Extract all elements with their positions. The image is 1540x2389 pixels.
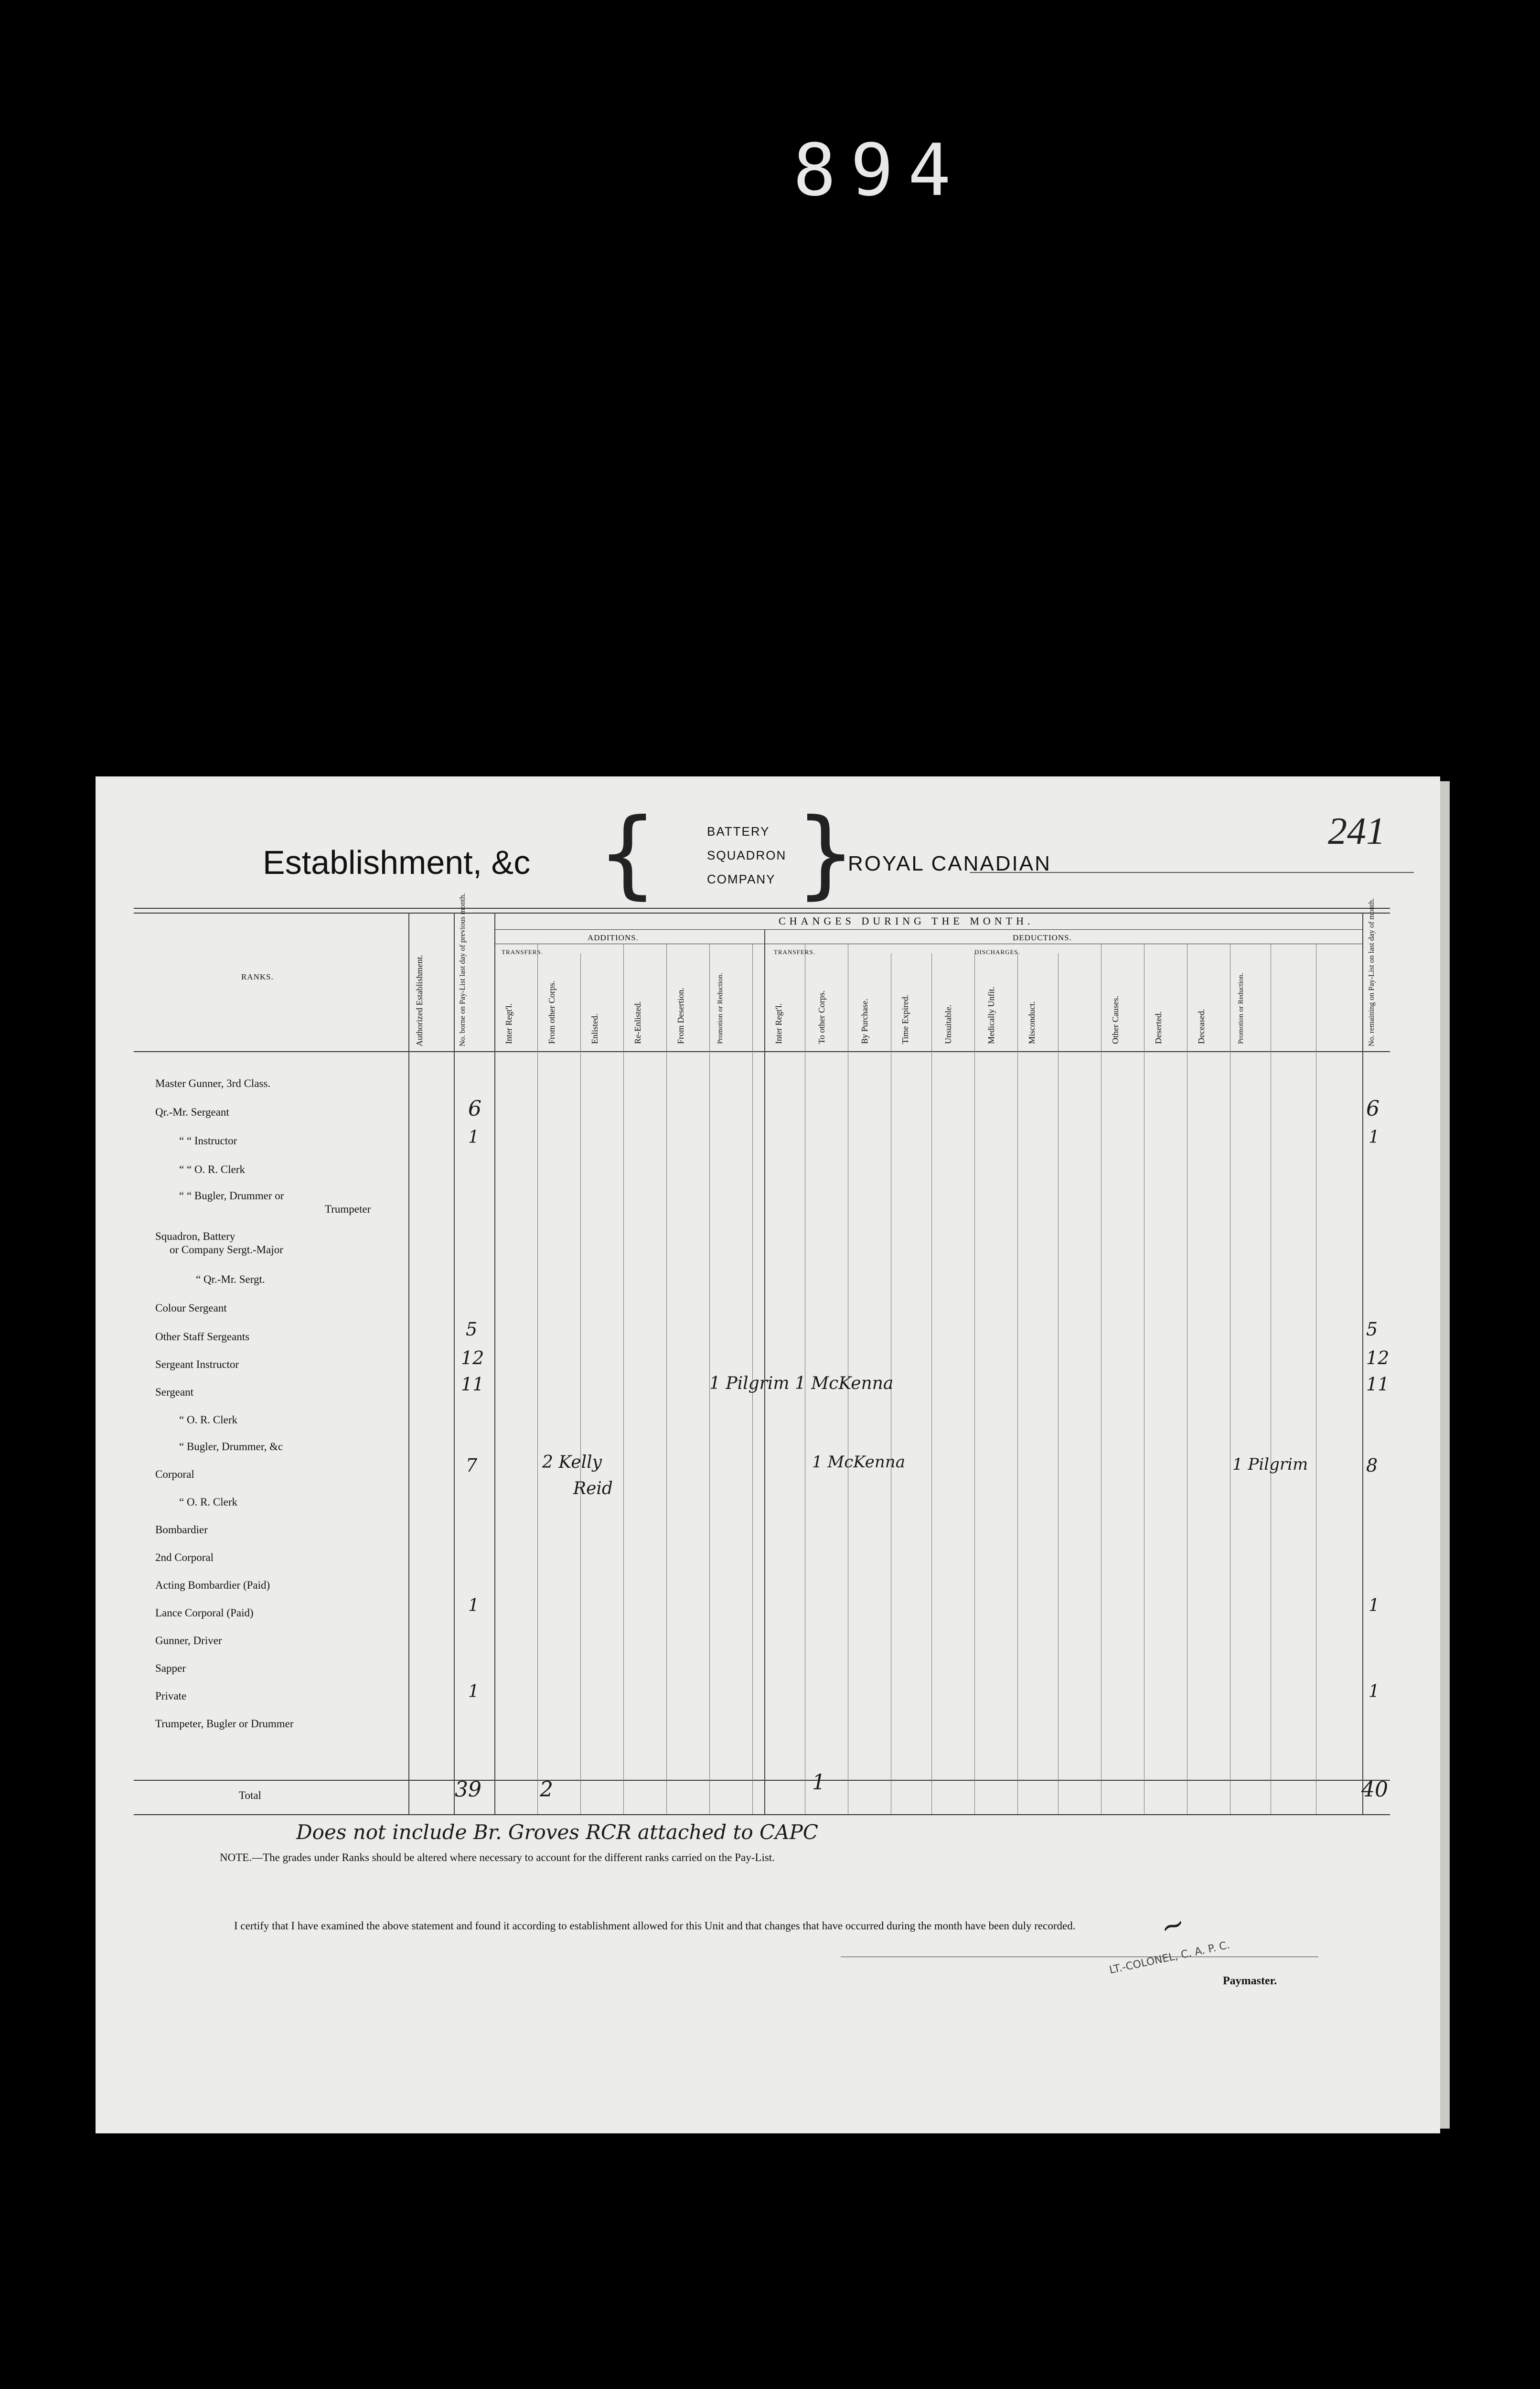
add-col-inter: Inter Regt'l. [504,1003,513,1044]
add-col-promotion: Promotion or Reduction. [717,973,724,1044]
rank-bombardier: Bombardier [155,1524,208,1536]
certification-text: I certify that I have examined the above statement and found it according to establishment allowed for this Unit and that changes that have occurred during the month have been duly recorded. [234,1920,1076,1932]
hw-borne-staff: 5 [466,1319,478,1340]
borne-header: No. borne on Pay-List last day of previous month. [459,893,467,1046]
col-line [1101,944,1102,1814]
authorized-header: Authorized Establishment. [415,955,424,1046]
rank-qm-sergeant: Qr.-Mr. Sergeant [155,1106,229,1118]
hw-footnote: Does not include Br. Groves RCR attached to CAPC [296,1820,818,1844]
col-line [666,944,667,1814]
total-top-rule [134,1780,1390,1781]
rank-2nd-corporal: 2nd Corporal [155,1551,214,1563]
hw-remain-staff: 5 [1366,1319,1378,1340]
hw-remain-private: 1 [1369,1682,1380,1701]
add-col-reenlisted: Re-Enlisted. [633,1001,642,1044]
officer-stamp: LT.-COLONEL, C. A. P. C. [1108,1939,1231,1977]
rank-qm-or-clerk: “ “ O. R. Clerk [179,1163,245,1175]
add-col-other-corps: From other Corps. [547,980,556,1044]
col-sep [454,913,455,1814]
rank-qm-bugler: “ “ Bugler, Drummer or [179,1190,284,1202]
col-line [931,953,932,1814]
hw-corporal-additions: 2 Kelly [542,1453,602,1472]
rank-master-gunner: Master Gunner, 3rd Class. [155,1077,271,1089]
unit-type-company: COMPANY [707,872,776,886]
add-col-desertion: From Desertion. [676,988,685,1044]
total-label: Total [239,1789,261,1801]
ded-col-misconduct: Misconduct. [1027,1001,1037,1044]
total-bottom-rule [134,1814,1390,1815]
unit-type-battery: BATTERY [707,824,770,839]
rank-trumpeter: Trumpeter, Bugler or Drummer [155,1718,294,1730]
ded-transfers-label: TRANSFERS. [774,948,815,956]
col-sep [408,913,409,1814]
hw-remain-total: 40 [1361,1777,1388,1802]
hw-borne-corporal: 7 [466,1455,478,1476]
rank-squadron-battery: Squadron, Battery [155,1230,235,1242]
rank-qm-instructor: “ “ Instructor [179,1135,237,1147]
hw-corporal-additions-2: Reid [573,1479,613,1498]
form-note: NOTE.—The grades under Ranks should be altered where necessary to account for the different ranks carried on the Pay-List. [220,1851,775,1863]
rank-private: Private [155,1690,187,1702]
hw-total-deductions: 1 [812,1770,825,1795]
rank-qm-sergt: “ Qr.-Mr. Sergt. [196,1273,265,1285]
ded-col-unsuitable: Unsuitable. [943,1004,953,1044]
ded-col-promotion: Promotion or Reduction. [1237,973,1245,1044]
remaining-header: No. remaining on Pay-List on last day of month. [1368,898,1376,1046]
table-top-rule [134,908,1390,909]
add-col-enlisted: Enlisted. [590,1013,599,1044]
hw-remain-sergeant: 11 [1366,1374,1390,1395]
rank-lance-corporal: Lance Corporal (Paid) [155,1607,254,1619]
ded-col-inter: Inter Regt'l. [774,1003,783,1044]
hw-remain-sgt-instr: 12 [1366,1347,1390,1368]
rank-acting-bombardier: Acting Bombardier (Paid) [155,1579,270,1591]
changes-header: CHANGES DURING THE MONTH. [779,915,1034,927]
hw-corporal-deduction: 1 McKenna [812,1453,905,1472]
ded-col-time-expired: Time Expired. [900,994,910,1044]
hw-borne-sergeant: 11 [461,1374,484,1395]
hw-corporal-promotion: 1 Pilgrim [1232,1455,1308,1474]
ranks-header: RANKS. [241,972,274,981]
hw-remain-corporal: 8 [1366,1455,1378,1476]
add-ded-sep [764,929,765,1814]
rank-gunner-driver: Gunner, Driver [155,1635,222,1646]
rank-sergeant: Sergeant [155,1386,194,1398]
page-number: 241 [1328,810,1385,852]
rank-sergeant-instructor: Sergeant Instructor [155,1358,239,1370]
additions-header: ADDITIONS. [588,933,639,942]
rank-corporal: Corporal [155,1468,194,1480]
hw-borne-sgt-instr: 12 [461,1347,484,1368]
ded-col-purchase: By Purchase. [860,999,869,1044]
signature: ~ [1155,1905,1190,1946]
rank-corporal-or-clerk: “ O. R. Clerk [179,1496,238,1508]
discharges-label: DISCHARGES. [974,948,1020,956]
col-line [1058,953,1059,1814]
ded-col-deceased: Deceased. [1197,1009,1206,1044]
hw-borne-qm-instr: 1 [468,1128,479,1147]
rank-qm-trumpeter: Trumpeter [325,1203,371,1215]
hw-remain-qm: 6 [1366,1097,1380,1121]
ded-col-deserted: Deserted. [1154,1011,1163,1044]
deductions-header: DEDUCTIONS. [1013,933,1072,942]
changes-rule [494,929,1362,930]
form-sheet [96,776,1440,2133]
col-line [623,944,624,1814]
hw-borne-lance: 1 [468,1596,479,1615]
table-top-rule-2 [134,913,1390,914]
rank-sergeant-bugler: “ Bugler, Drummer, &c [179,1441,283,1453]
add-transfers-label: TRANSFERS. [502,948,543,956]
rank-company-sgt-major: or Company Sergt.-Major [170,1244,283,1256]
frame-number: 894 [793,129,965,212]
rank-sergeant-or-clerk: “ O. R. Clerk [179,1414,238,1426]
hw-total-additions: 2 [540,1777,553,1802]
col-line [580,953,581,1814]
rank-other-staff-sergeants: Other Staff Sergeants [155,1331,250,1343]
ded-col-other-corps: To other Corps. [817,990,826,1044]
rank-colour-sergeant: Colour Sergeant [155,1302,227,1314]
ded-col-medically-unfit: Medically Unfit. [986,987,996,1044]
hw-remain-qm-instr: 1 [1369,1128,1380,1147]
header-bottom-rule [134,1051,1390,1052]
hw-sergeant-moves: 1 Pilgrim 1 McKenna [709,1374,894,1393]
hw-borne-total: 39 [455,1777,481,1802]
hw-borne-private: 1 [468,1682,479,1701]
col-line [537,944,538,1814]
rank-sapper: Sapper [155,1662,186,1674]
hw-borne-qm: 6 [468,1097,481,1121]
left-brace: { [597,798,658,909]
hw-remain-lance: 1 [1369,1596,1380,1615]
unit-type-squadron: SQUADRON [707,848,787,862]
col-sep [1362,913,1363,1814]
regiment-line [970,872,1414,873]
form-title: Establishment, &c [263,844,531,881]
regiment-name: ROYAL CANADIAN [848,852,1051,875]
right-brace: } [795,798,856,909]
paymaster-label: Paymaster. [1223,1975,1277,1987]
col-line [1017,953,1018,1814]
col-sep [494,913,495,1814]
ded-col-other-causes: Other Causes. [1111,996,1120,1044]
col-line [974,953,975,1814]
